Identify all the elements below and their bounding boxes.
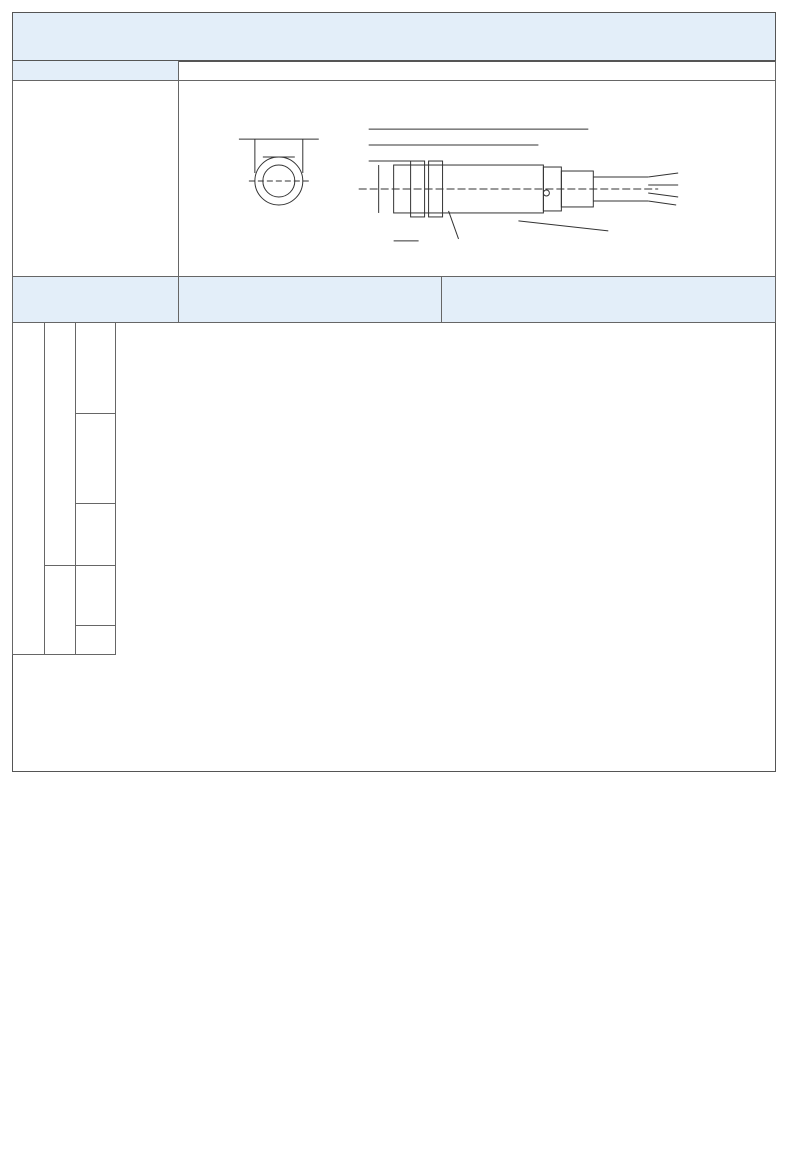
pnp-label: [76, 414, 116, 504]
ac-two-wire-label: [76, 566, 116, 626]
page-title: [12, 12, 776, 62]
model-label: [12, 61, 179, 81]
model-group-label: [12, 323, 45, 655]
shielded-header: [179, 277, 442, 323]
dc-label: [45, 323, 76, 566]
product-info-sheet: [12, 12, 776, 1146]
unshielded-header: [442, 277, 776, 323]
install-label: [12, 277, 179, 323]
dimension-drawing-cell: [179, 81, 776, 277]
ac-label: [45, 566, 76, 655]
model-value: [179, 61, 776, 81]
sensor-dimension-drawing: [179, 81, 775, 277]
npn-label: [76, 323, 116, 414]
dimension-label: [12, 81, 179, 277]
dc-two-wire-label: [76, 504, 116, 566]
ac-three-wire-label: [76, 626, 116, 655]
